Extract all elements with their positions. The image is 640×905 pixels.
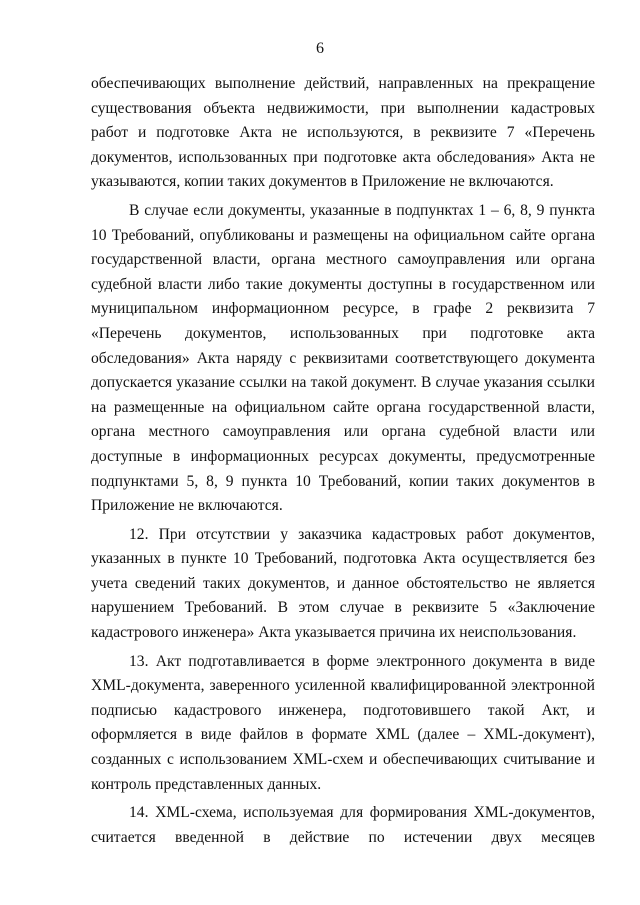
paragraph-item-13: 13. Акт подготавливается в форме электронного документа в виде XML-документа, заверенного усиленной квалифицированной электронной подписью кадастрового инженера, подготовившего такой Акт, и оформляется в виде файлов в формате XML (далее – XML-документ), созданных с использованием XML-схем и обеспечивающих считывание и контроль представленных данных.: [91, 652, 595, 793]
paragraph-continuation: обеспечивающих выполнение действий, направленных на прекращение существования объекта недвижимости, при выполнении кадастровых работ и подготовке Акта не используются, в реквизите 7 «Перечень документов, использованных при подготовке акта обследования» Акта не указываются, копии таких документов в Приложение не включаются.: [91, 75, 595, 191]
paragraph-item-14: 14. XML-схема, используемая для формирования XML-документов, считается введенной в действие по истечении двух месяцев: [91, 804, 595, 846]
paragraph-item-12: 12. При отсутствии у заказчика кадастровых работ документов, указанных в пункте 10 Требований, подготовка Акта осуществляется без учета сведений таких документов, и данное обстоятельство не является нарушением Требований. В этом случае в реквизите 5 «Заключение кадастрового инженера» Акта указывается причина их неиспользования.: [91, 525, 595, 642]
document-body: [91, 72, 595, 850]
paragraph-links-to-documents: В случае если документы, указанные в подпунктах 1 – 6, 8, 9 пункта 10 Требований, опубликованы и размещены на официальном сайте органа государственной власти, органа местного самоуправления или органа судебной власти либо такие документы доступны в государственном или муниципальном информационном ресурсе, в графе 2 реквизита 7 «Перечень документов, использованных при подготовке акта обследования» Акта наряду с реквизитами соответствующего документа допускается указание ссылки на такой документ. В случае указания ссылки на размещенные на официальном сайте органа государственной власти, органа местного самоуправления или органа судебной власти или доступные в информационных ресурсах документы, предусмотренные подпунктами 5, 8, 9 пункта 10 Требований, копии таких документов в Приложение не включаются.: [91, 201, 595, 515]
page-number: 6: [316, 40, 324, 57]
